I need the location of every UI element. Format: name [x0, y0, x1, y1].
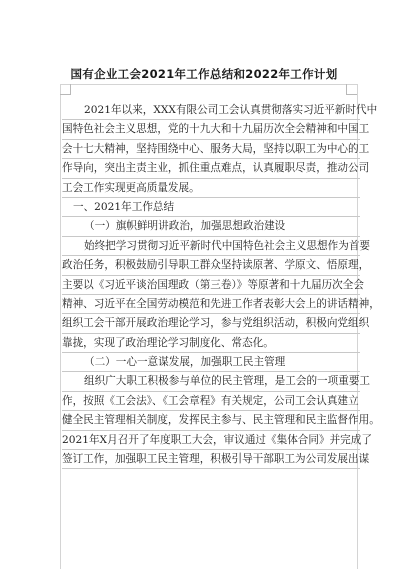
- paragraph-line: 作导向，突出主责主业，抓住重点难点，认真履职尽责，推动公司: [62, 159, 346, 178]
- paragraph-line: 组织广大职工积极参与单位的民主管理，是工会的一项重要工: [62, 372, 346, 391]
- paragraph-line: 精神、习近平在全国劳动模范和先进工作者表彰大会上的讲话精神，: [62, 295, 346, 314]
- paragraph-line: 2021年以来，XXX有限公司工会认真贯彻落实习近平新时代中: [62, 101, 346, 120]
- paragraph-line: 始终把学习贯彻习近平新时代中国特色社会主义思想作为首要: [62, 237, 346, 256]
- paragraph-line: 健全民主管理相关制度，发挥民主参与、民主管理和民主监督作用。: [62, 411, 346, 430]
- document-title: 国有企业工会2021年工作总结和2022年工作计划: [70, 67, 338, 81]
- subsection-heading: （二）一心一意谋发展，加强职工民主管理: [62, 353, 346, 372]
- paragraph-line: 主要以《习近平谈治国理政（第三卷）》等原著和十九届历次全会: [62, 276, 346, 295]
- paragraph-line: 签订工作，加强职工民主管理，积极引导干部职工为公司发展出谋: [62, 450, 346, 469]
- paragraph-line: 会十七大精神，坚持围绕中心、服务大局，坚持以职工为中心的工: [62, 140, 346, 159]
- paragraph-line: 靠拢，实现了政治理论学习制度化、常态化。: [62, 334, 346, 353]
- paragraph-line: 政治任务，积极鼓励引导职工群众坚持读原著、学原文、悟原理，: [62, 256, 346, 275]
- section-heading: 一、2021年工作总结: [62, 198, 346, 217]
- document-body: [62, 101, 380, 469]
- corner-mark-top-left: [60, 84, 71, 95]
- paragraph-line: 2021年X月召开了年度职工大会，审议通过《集体合同》并完成了: [62, 431, 346, 450]
- paragraph-line: 组织工会干部开展政治理论学习，参与党组织活动，积极向党组织: [62, 314, 346, 333]
- corner-mark-top-right: [346, 84, 357, 95]
- paragraph-line: 国特色社会主义思想，党的十九大和十九届历次全会精神和中国工: [62, 120, 346, 139]
- paragraph-line: 作，按照《工会法》、《工会章程》有关规定，公司工会认真建立: [62, 392, 346, 411]
- subsection-heading: （一）旗帜鲜明讲政治，加强思想政治建设: [62, 217, 346, 236]
- paragraph-line: 工会工作实现更高质量发展。: [62, 179, 346, 198]
